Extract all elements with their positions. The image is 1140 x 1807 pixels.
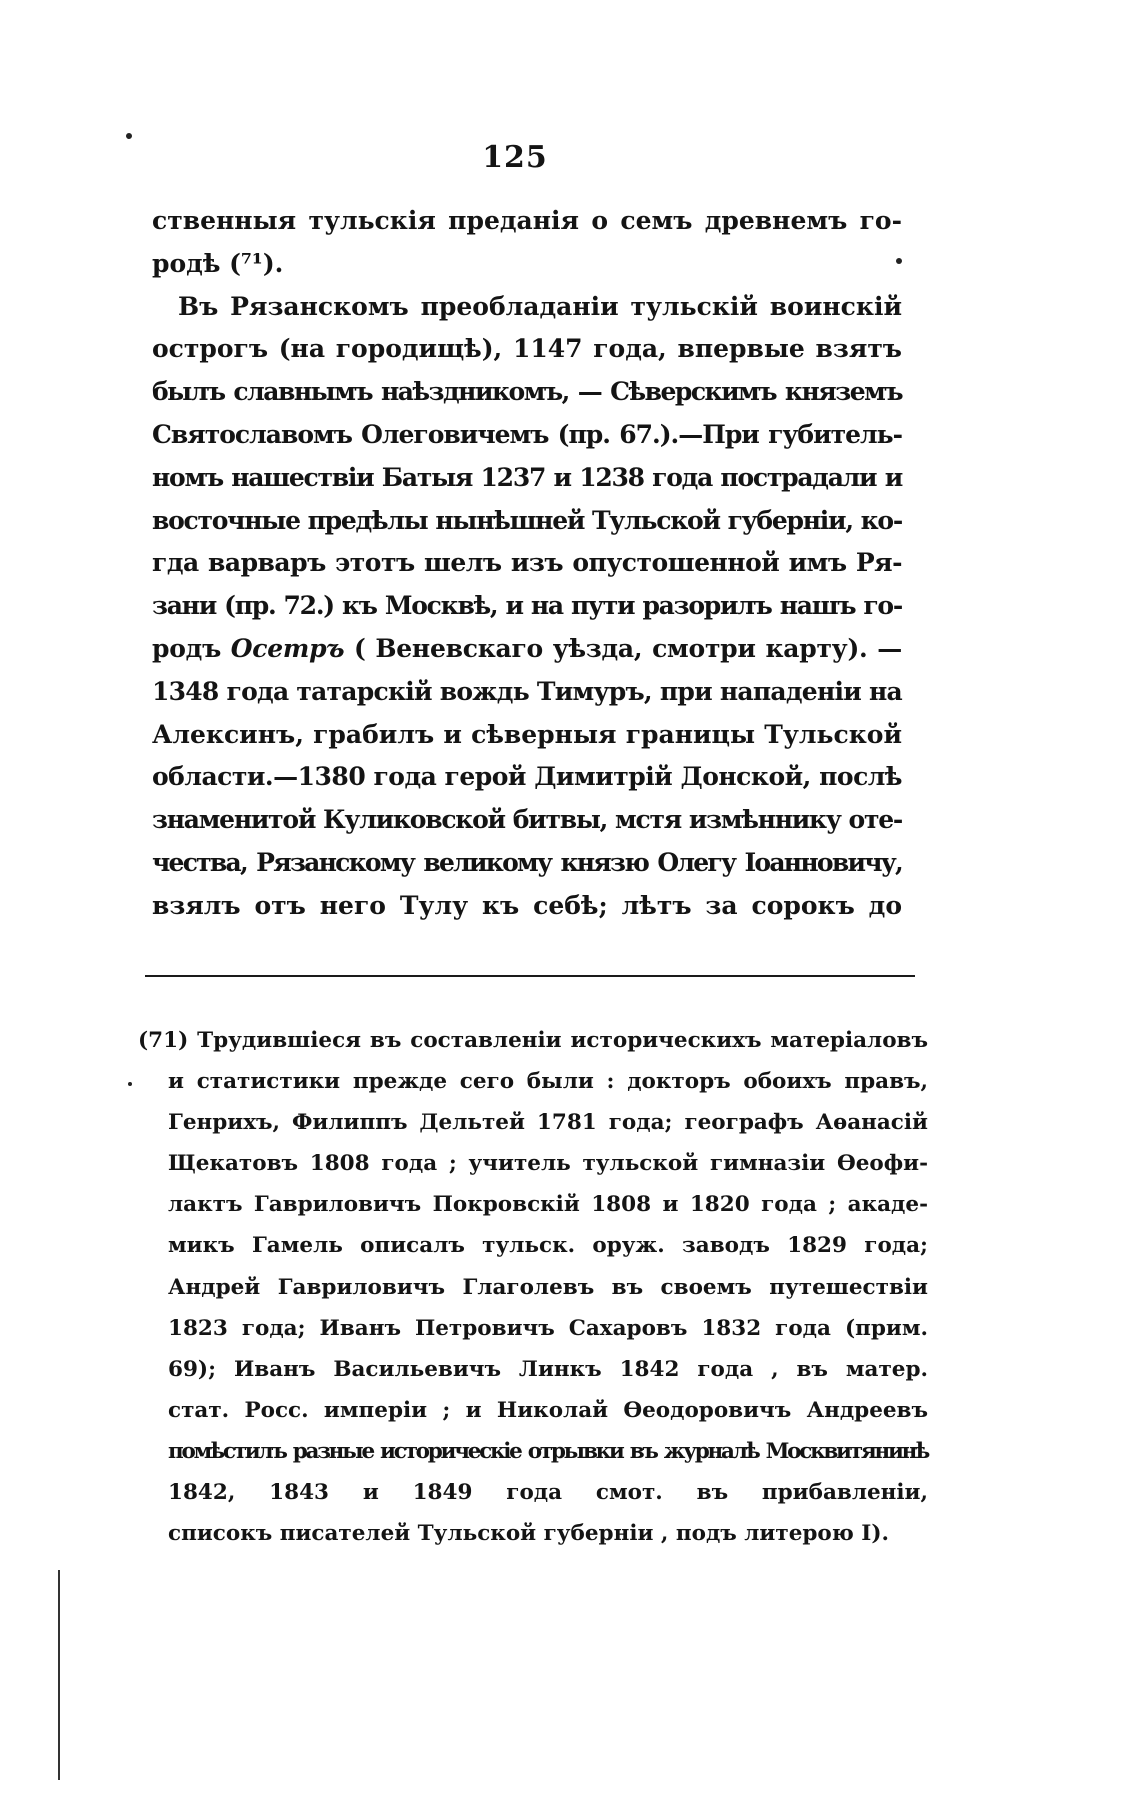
footnote-line: 1823 года; Иванъ Петровичъ Сахаровъ 1832 года (прим.	[168, 1315, 928, 1341]
text-segment: ( Веневскаго уѣзда, смотри карту). —	[354, 633, 902, 663]
footnote-line: стат. Росс. имперіи ; и Николай Ѳеодоровичъ Андреевъ	[168, 1397, 928, 1423]
footnote-line: Генрихъ, Филиппъ Дельтей 1781 года; географъ Аѳанасій	[168, 1110, 928, 1136]
text-line: области.—1380 года герой Димитрій Донской, послѣ	[152, 762, 902, 792]
footnote-line: Андрей Гавриловичъ Глаголевъ въ своемъ путешествіи	[168, 1274, 928, 1300]
text-line: острогъ (на городищѣ), 1147 года, впервые взятъ	[152, 334, 902, 364]
text-line: Алексинъ, грабилъ и сѣверныя границы Тульской	[152, 719, 902, 749]
footnote-line: Щекатовъ 1808 года ; учитель тульской гимназіи Ѳеофи-	[168, 1151, 928, 1177]
footnote-divider	[145, 975, 915, 977]
text-line: знаменитой Куликовской битвы, мстя измѣннику оте-	[152, 805, 902, 835]
scan-speck	[896, 258, 902, 264]
scan-speck	[128, 1082, 132, 1086]
footnote-line: списокъ писателей Тульской губерніи , подъ литерою І).	[168, 1521, 889, 1547]
text-line-mixed	[152, 628, 902, 671]
footnote	[138, 1020, 928, 1554]
text-line: восточные предѣлы нынѣшней Тульской губерніи, ко-	[152, 505, 902, 535]
text-line: былъ славнымъ наѣздникомъ, — Сѣверскимъ княземъ	[152, 377, 902, 407]
text-line: взялъ отъ него Тулу къ себѣ; лѣтъ за сорокъ до	[152, 890, 902, 920]
text-line: номъ нашествіи Батыя 1237 и 1238 года пострадали и	[152, 462, 902, 492]
text-line: чества, Рязанскому великому князю Олегу Іоанновичу,	[152, 847, 902, 877]
footnote-line: (71) Трудившіеся въ составленіи историческихъ матеріаловъ	[138, 1028, 928, 1053]
footnote-line: лактъ Гавриловичъ Покровскій 1808 и 1820 года ; акаде-	[168, 1192, 928, 1218]
text-line: ственныя тульскія преданія о семъ древнемъ го-	[152, 206, 902, 235]
place-name-italic: Осетръ	[230, 633, 345, 663]
footnote-line: и статистики прежде сего были : докторъ обоихъ правъ,	[168, 1069, 928, 1095]
scan-edge-mark	[58, 1570, 60, 1780]
footnote-line: 1842, 1843 и 1849 года смот. въ прибавленіи,	[168, 1480, 928, 1506]
text-line: Въ Рязанскомъ преобладаніи тульскій воинскій	[178, 291, 902, 321]
text-segment: родъ	[152, 633, 221, 663]
text-line: родѣ (⁷¹).	[152, 248, 284, 278]
text-line: 1348 года татарскій вождь Тимуръ, при нападеніи на	[152, 676, 902, 706]
scan-speck	[126, 133, 132, 139]
footnote-line: помѣстилъ разные историческіе отрывки въ журналѣ Москвитянинѣ	[168, 1438, 928, 1464]
page-number: 125	[482, 140, 548, 175]
text-line: гда варваръ этотъ шелъ изъ опустошенной имъ Ря-	[152, 548, 902, 578]
footnote-line: микъ Гамель описалъ тульск. оруж. заводъ 1829 года;	[168, 1233, 928, 1259]
footnote-line: 69); Иванъ Васильевичъ Линкъ 1842 года , въ матер.	[168, 1356, 928, 1382]
text-line: Святославомъ Олеговичемъ (пр. 67.).—При губитель-	[152, 419, 902, 449]
body-text	[152, 200, 902, 928]
text-line: зани (пр. 72.) къ Москвѣ, и на пути разорилъ нашъ го-	[152, 591, 902, 621]
